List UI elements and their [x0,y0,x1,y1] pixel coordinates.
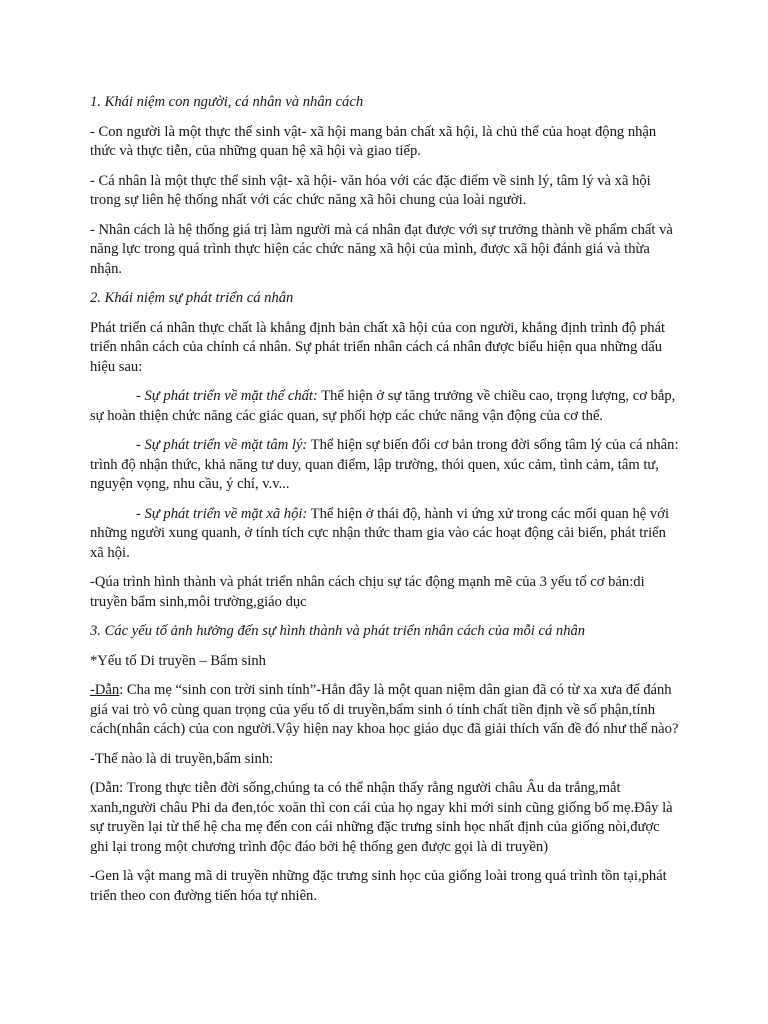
lead-in-paragraph [90,681,680,740]
physical-development-text: Thể hiện ở sự tăng trưởng về chiều cao, trọng lượng, cơ bắp, sự hoàn thiện chức năng các giác quan, sự phối hợp các chức năng vận động của cơ thể. [90,388,676,424]
individual-definition: - Cá nhân là một thực thể sinh vật- xã hội- văn hóa với các đặc điểm về sinh lý, tâm lý và xã hội trong sự liên hệ thống nhất với các chức năng xã hôi chung của loài người. [90,172,651,208]
personality-definition: - Nhân cách là hệ thống giá trị làm người mà cá nhân đạt được với sự trưởng thành về phẩm chất và năng lực trong quá trình thực hiện các chức năng xã hội của mình, được xã hội đánh giá và thừa nhận. [90,221,673,277]
section-2-heading: 2. Khái niệm sự phát triển cá nhân [90,290,294,306]
social-development-item [90,505,680,564]
section-1-heading: 1. Khái niệm con người, cá nhân và nhân cách [90,94,364,110]
lead-in-text: : Cha mẹ “sinh con trời sinh tính”-Hẳn đây là một quan niệm dân gian đã có từ xa xưa để đánh giá vai trò vô cùng quan trọng của yếu tố di truyền,bẩm sinh ó tính chất tiền định về số phận,tính cách(nhân cách) của con người.Vậy hiện nay khoa học giáo dục đã giải thích vấn đề đó như thế nào? [90,682,679,737]
development-intro: Phát triển cá nhân thực chất là khẳng định bản chất xã hội của con người, khẳng định trình độ phát triển nhân cách của chính cá nhân. Sự phát triển nhân cách cá nhân được biểu hiện qua những dấu hiệu sau: [90,319,666,375]
lead-in-label: -Dẫn [90,682,120,698]
social-development-text: Thể hiện ở thái độ, hành vi ứng xử trong các mối quan hệ với những người xung quanh, ở tính tích cực nhận thức tham gia vào các hoạt động cải biến, phát triển xã hội. [90,505,669,561]
psychological-development-item [90,436,680,495]
gene-definition: -Gen là vật mang mã di truyền những đặc trưng sinh học của giống loài trong quá trình tồn tại,phát triển theo con đường tiến hóa tự nhiên. [90,868,667,904]
heredity-question: -Thế nào là di truyền,bẩm sinh: [90,750,274,767]
physical-development-label: - Sự phát triển về mặt thể chất: [136,388,318,404]
person-definition: - Con người là một thực thể sinh vật- xã hội mang bản chất xã hội, là chủ thể của hoạt động nhận thức và thực tiễn, của những quan hệ xã hội và giao tiếp. [90,123,657,159]
physical-development-item [90,387,680,426]
psychological-development-label: - Sự phát triển về mặt tâm lý: [136,437,308,453]
heredity-factor-title: *Yếu tố Di truyền – Bẩm sinh [90,652,266,669]
section-3-heading: 3. Các yếu tố ảnh hưởng đến sự hình thành và phát triển nhân cách của mỗi cá nhân [90,623,586,639]
heredity-explanation: (Dẫn: Trong thực tiễn đời sống,chúng ta có thể nhận thấy rằng người châu Âu da trắng,mắt xanh,người châu Phi da đen,tóc xoăn thì con cái của họ ngay khi mới sinh cũng giống bố mẹ.Đây là sự truyền lại từ thế hệ cha mẹ đến con cái những đặc trưng sinh học nhất định của giống nòi,được ghi lại trong một chương trình độc đáo bởi hệ thống gen được gọi là di truyền) [90,780,673,855]
social-development-label: - Sự phát triển về mặt xã hội: [136,505,308,522]
development-factors-summary: -Qúa trình hình thành và phát triển nhân cách chịu sự tác động mạnh mẽ của 3 yếu tố cơ bản:di truyền bẩm sinh,môi trường,giáo dục [90,574,645,610]
psychological-development-text: Thể hiện sự biến đổi cơ bản trong đời sống tâm lý của cá nhân: trình độ nhận thức, khả năng tư duy, quan điểm, lập trường, thói quen, xúc cảm, tình cảm, tâm tư, nguyện vọng, nhu cầu, ý chí, v.v... [90,437,679,492]
